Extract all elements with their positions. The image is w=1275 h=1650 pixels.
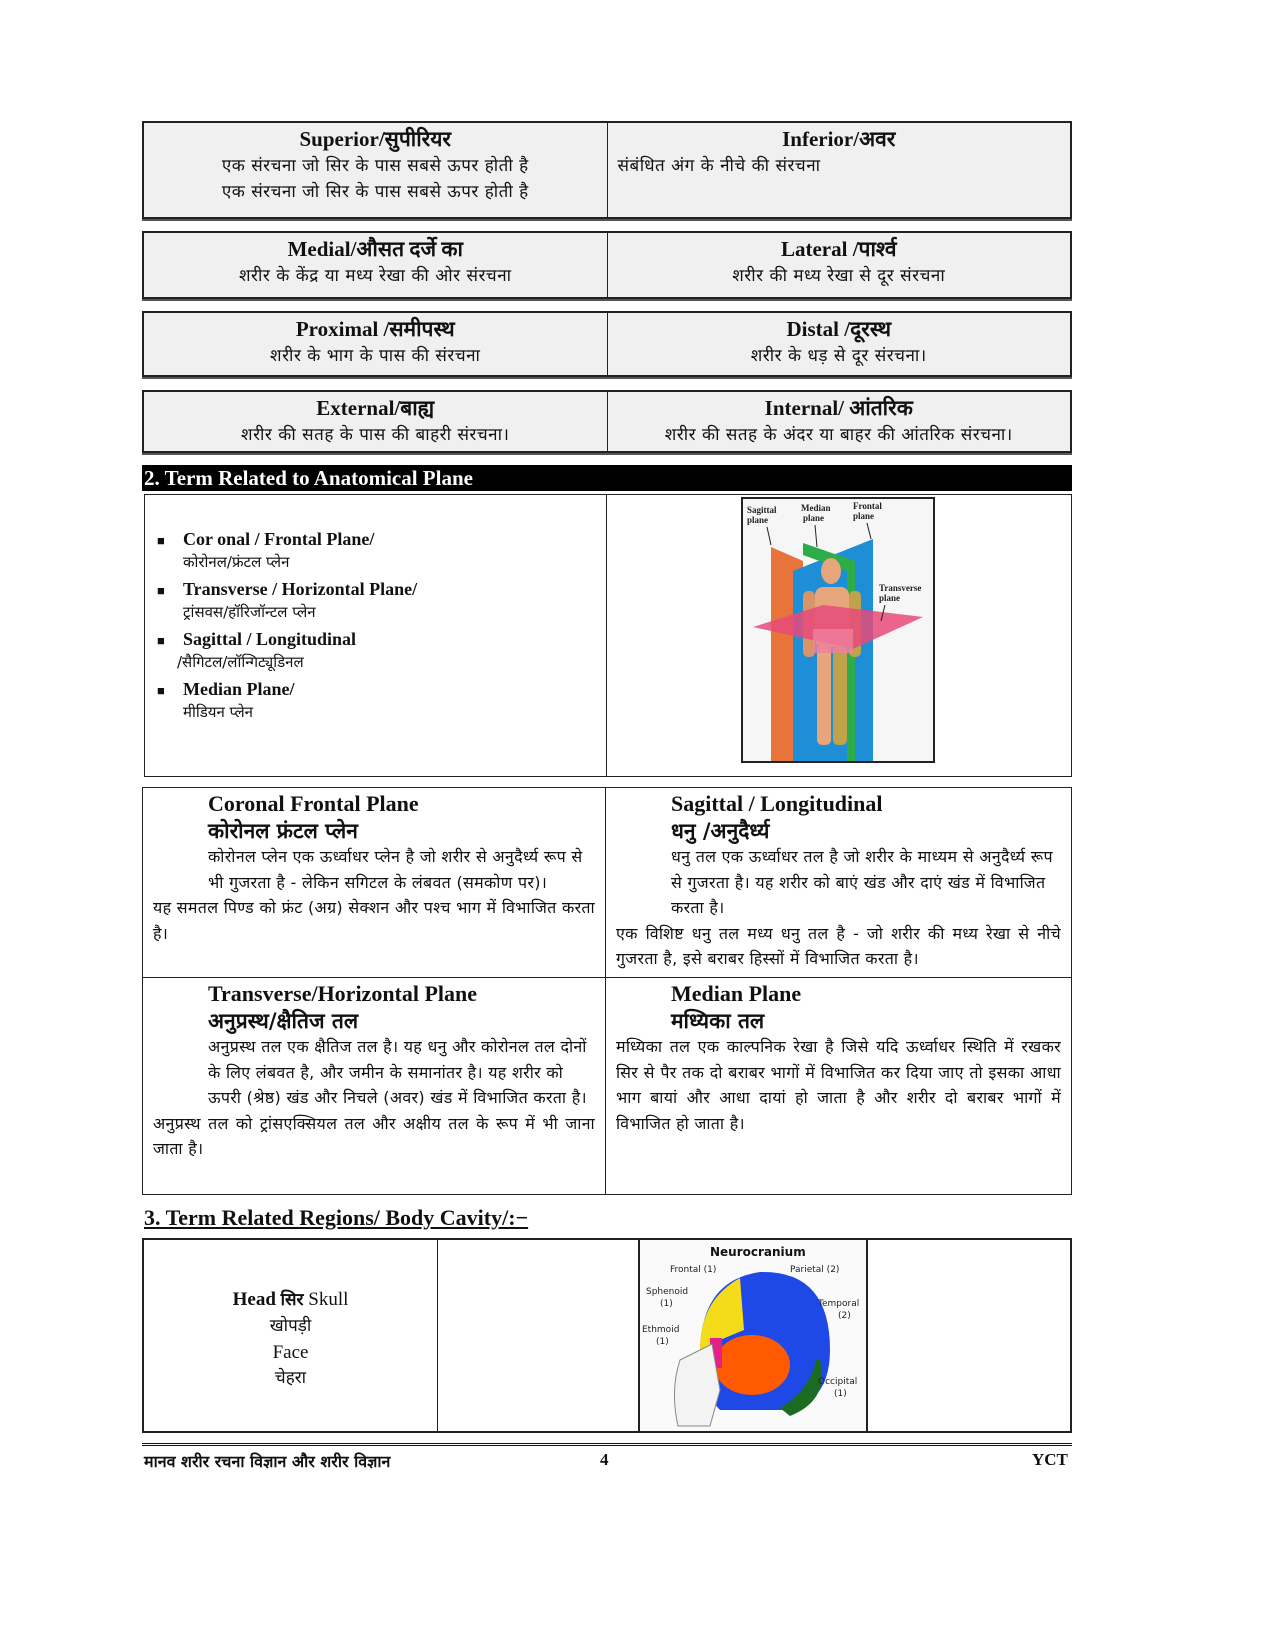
bullet-square-icon: ■	[157, 533, 165, 548]
term-title: Internal/ आंतरिक	[764, 396, 913, 420]
section-heading-body-regions: 3. Term Related Regions/ Body Cavity/:−	[144, 1205, 529, 1230]
plane-overview	[144, 494, 1072, 777]
svg-text:Neurocranium: Neurocranium	[710, 1245, 806, 1259]
skull-hi: खोपड़ी	[269, 1316, 312, 1336]
head-region-table	[142, 1238, 1072, 1433]
term-title: Superior/सुपीरियर	[299, 127, 452, 151]
svg-text:(2): (2)	[838, 1311, 851, 1321]
bullet-en: Cor onal / Frontal Plane/	[183, 529, 375, 549]
plane-title-en: Transverse/Horizontal Plane	[208, 981, 478, 1006]
skull-illustration	[640, 1240, 866, 1431]
head-en: Head	[232, 1289, 276, 1310]
plane-card-sagittal	[606, 788, 1071, 978]
face-en: Face	[272, 1342, 309, 1363]
head-hi: सिर	[280, 1290, 304, 1310]
plane-title-hi: मध्यिका तल	[671, 1009, 765, 1033]
svg-text:Frontal: Frontal	[853, 501, 882, 511]
term-desc: एक संरचना जो सिर के पास सबसे ऊपर होती है	[221, 156, 529, 176]
term-desc: शरीर के भाग के पास की संरचना	[270, 346, 481, 366]
plane-body: कोरोनल प्लेन एक ऊर्ध्वाधर प्लेन है जो शरीर से अनुदैर्ध्य रूप से भी गुजरता है - लेकिन सगिटल के लंबवत (समकोण पर)।	[208, 847, 583, 892]
term-title: Medial/औसत दर्जे का	[287, 237, 463, 261]
term-title: Inferior/अवर	[782, 127, 896, 151]
section-heading-anatomical-plane: 2. Term Related to Anatomical Plane	[142, 465, 1072, 491]
plane-body-extra: यह समतल पिण्ड को फ्रंट (अग्र) सेक्शन और पश्च भाग में विभाजित करता है।	[153, 898, 595, 943]
plane-card-coronal	[143, 788, 606, 978]
skull-en: Skull	[308, 1289, 349, 1310]
svg-text:Occipital: Occipital	[818, 1377, 858, 1387]
svg-text:Median: Median	[801, 503, 831, 513]
plane-title-en: Median Plane	[671, 981, 802, 1006]
term-pair-external-internal	[142, 390, 1072, 453]
footer-divider	[142, 1443, 1072, 1447]
svg-text:plane: plane	[803, 513, 825, 523]
footer-book-title: मानव शरीर रचना विज्ञान और शरीर विज्ञान	[144, 1452, 391, 1471]
list-item	[157, 527, 606, 573]
svg-text:plane: plane	[879, 593, 901, 603]
body-planes-illustration	[743, 499, 933, 761]
bullet-en: Sagittal / Longitudinal	[183, 629, 357, 649]
bullet-square-icon: ■	[157, 583, 165, 598]
svg-text:Parietal (2): Parietal (2)	[790, 1265, 840, 1275]
bullet-hi: कोरोनल/फ्रंटल प्लेन	[183, 553, 290, 571]
plane-body: मध्यिका तल एक काल्पनिक रेखा है जिसे यदि ऊर्ध्वाधर स्थिति में रखकर सिर से पैर तक दो बराबर भागों में विभाजित कर दिया जाए तो इसका आधा भाग बायां और आधा दायां हो जाता है और शरीर दो बराबर भागों में विभाजित हो जाता है।	[616, 1037, 1061, 1133]
plane-title-hi: कोरोनल फ्रंटल प्लेन	[208, 819, 358, 843]
svg-text:Transverse: Transverse	[879, 583, 922, 593]
term-pair-superior-inferior	[142, 121, 1072, 219]
head-region-labels	[144, 1240, 438, 1431]
term-distal	[607, 313, 1071, 375]
bullet-square-icon: ■	[157, 683, 165, 698]
bullet-square-icon: ■	[157, 633, 165, 648]
term-title: Distal /दूरस्थ	[786, 317, 891, 341]
term-title: Lateral /पार्श्व	[780, 237, 897, 261]
bullet-en: Transverse / Horizontal Plane/	[183, 579, 418, 599]
term-internal	[607, 392, 1071, 451]
plane-body: धनु तल एक ऊर्ध्वाधर तल है जो शरीर के माध्यम से अनुदैर्ध्य रूप से गुजरता है। यह शरीर को बाएं खंड और दाएं खंड में विभाजित करता है।	[671, 847, 1053, 917]
plane-title-hi: अनुप्रस्थ/क्षैतिज तल	[208, 1009, 359, 1033]
term-inferior	[607, 123, 1071, 217]
svg-text:Sphenoid: Sphenoid	[646, 1287, 689, 1297]
svg-text:Frontal (1): Frontal (1)	[670, 1265, 717, 1275]
term-title: External/बाह्य	[316, 396, 435, 420]
term-external	[144, 392, 607, 451]
list-item	[157, 627, 606, 673]
term-pair-medial-lateral	[142, 231, 1072, 299]
plane-title-en: Sagittal / Longitudinal	[671, 791, 883, 816]
head-label	[144, 1286, 437, 1314]
term-desc: शरीर की मध्य रेखा से दूर संरचना	[732, 266, 946, 286]
term-title: Proximal /समीपस्थ	[295, 317, 455, 341]
bullet-en: Median Plane/	[183, 679, 295, 699]
term-medial	[144, 233, 607, 297]
term-desc: शरीर की सतह के पास की बाहरी संरचना।	[241, 425, 510, 445]
svg-text:plane: plane	[853, 511, 875, 521]
plane-descriptions-grid	[142, 787, 1072, 1195]
bullet-hi: ट्रांसवस/हॉरिजॉन्टल प्लेन	[183, 603, 316, 621]
plane-title-hi: धनु /अनुदैर्ध्य	[671, 819, 770, 843]
plane-figure-cell	[607, 495, 1071, 776]
term-desc: शरीर की सतह के अंदर या बाहर की आंतरिक संरचना।	[664, 425, 1013, 445]
plane-card-transverse	[143, 978, 606, 1194]
svg-text:Ethmoid: Ethmoid	[642, 1325, 680, 1335]
plane-body: अनुप्रस्थ तल एक क्षैतिज तल है। यह धनु और कोरोनल तल दोनों के लिए लंबवत है, और जमीन के समानांतर है। यह शरीर को ऊपरी (श्रेष्ठ) खंड और निचले (अवर) खंड में विभाजित करता है।	[208, 1037, 587, 1107]
term-desc: शरीर के केंद्र या मध्य रेखा की ओर संरचना	[238, 266, 512, 286]
anatomical-planes-figure	[741, 497, 935, 763]
footer-publisher: YCT	[1032, 1450, 1068, 1469]
term-superior	[144, 123, 607, 217]
term-proximal	[144, 313, 607, 375]
face-hi: चेहरा	[274, 1368, 307, 1388]
skull-figure-cell	[638, 1240, 1070, 1431]
plane-card-median	[606, 978, 1071, 1194]
term-lateral	[607, 233, 1071, 297]
neurocranium-figure	[638, 1240, 868, 1431]
plane-body-extra: अनुप्रस्थ तल को ट्रांसएक्सियल तल और अक्षीय तल के रूप में भी जाना जाता है।	[153, 1113, 595, 1158]
footer-page-number: 4	[600, 1450, 609, 1469]
bullet-hi: /सैगिटल/लॉन्गिट्यूडिनल	[177, 653, 304, 671]
svg-text:Temporal: Temporal	[818, 1299, 860, 1309]
term-pair-proximal-distal	[142, 311, 1072, 377]
list-item	[157, 577, 606, 623]
plane-body-extra: एक विशिष्ट धनु तल मध्य धनु तल है - जो शरीर की मध्य रेखा से नीचे गुजरता है, इसे बराबर हिस्सों में विभाजित करता है।	[616, 923, 1061, 968]
bullet-hi: मीडियन प्लेन	[183, 703, 253, 721]
svg-text:(1): (1)	[660, 1299, 673, 1309]
list-item	[157, 677, 606, 723]
term-desc: शरीर के धड़ से दूर संरचना।	[750, 346, 927, 366]
plane-bullet-list	[145, 495, 607, 776]
plane-title-en: Coronal Frontal Plane	[208, 791, 419, 816]
empty-cell	[438, 1240, 638, 1431]
term-desc: संबंधित अंग के नीचे की संरचना	[617, 156, 821, 176]
svg-text:(1): (1)	[834, 1389, 847, 1399]
svg-text:Sagittal: Sagittal	[747, 505, 777, 515]
svg-text:plane: plane	[747, 515, 769, 525]
term-desc: एक संरचना जो सिर के पास सबसे ऊपर होती है	[221, 182, 529, 202]
svg-text:(1): (1)	[656, 1337, 669, 1347]
